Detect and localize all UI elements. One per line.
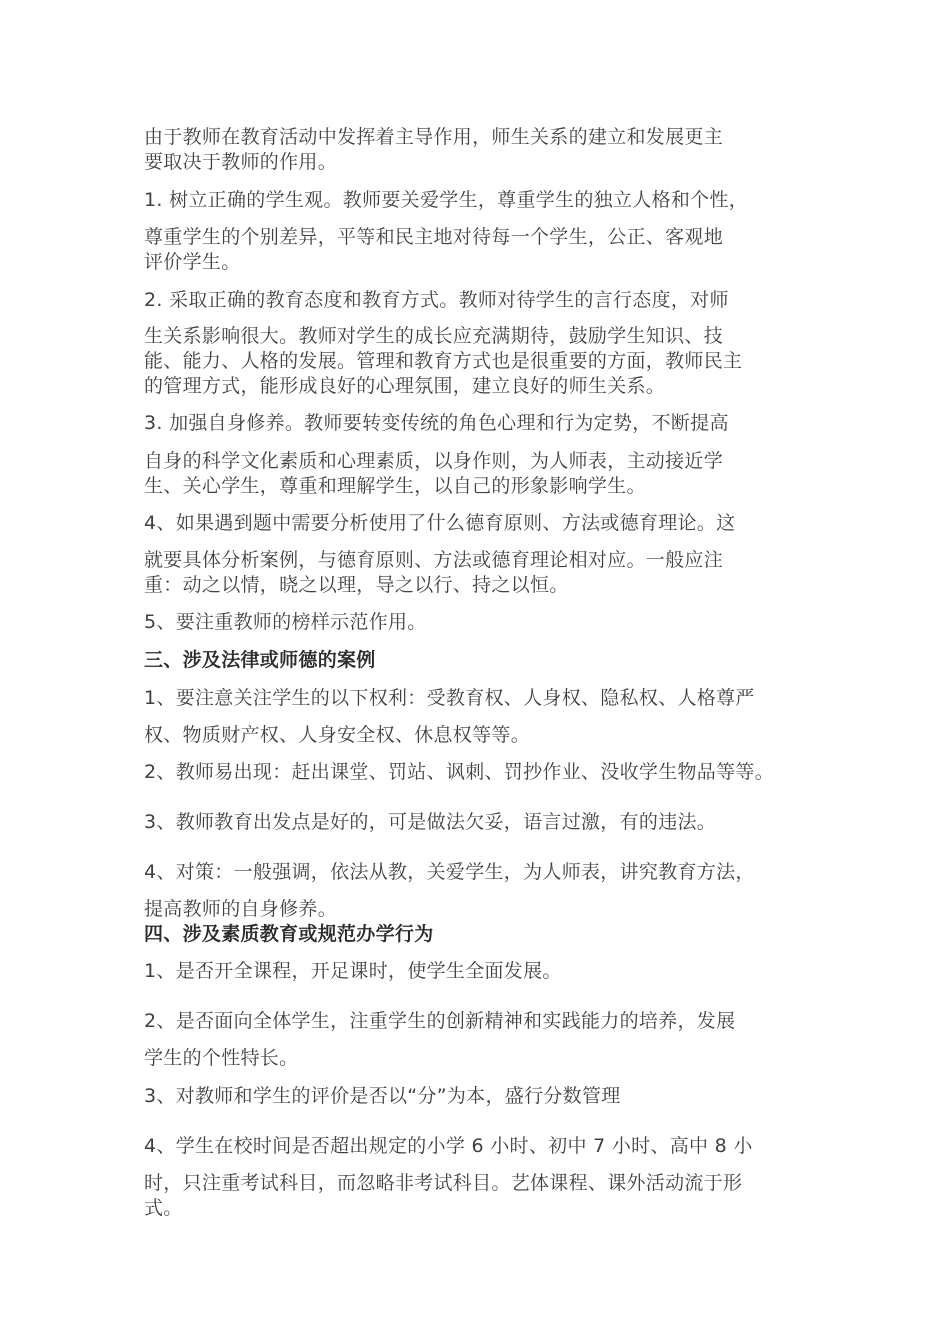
text-line: 3. 加强自身修养。教师要转变传统的角色心理和行为定势，不断提高 xyxy=(144,412,729,434)
text-line: 3、教师教育出发点是好的，可是做法欠妥，语言过激，有的违法。 xyxy=(144,811,717,833)
text-line: 能、能力、人格的发展。管理和教育方式也是很重要的方面，教师民主 xyxy=(144,350,743,372)
text-line: 生、关心学生，尊重和理解学生，以自己的形象影响学生。 xyxy=(144,475,646,497)
text-line: 1. 树立正确的学生观。教师要关爱学生，尊重学生的独立人格和个性， xyxy=(144,189,749,211)
text-line: 1、要注意关注学生的以下权利：受教育权、人身权、隐私权、人格尊严 xyxy=(144,687,755,709)
text-line: 的管理方式，能形成良好的心理氛围，建立良好的师生关系。 xyxy=(144,375,666,397)
section-heading: 三、涉及法律或师德的案例 xyxy=(144,649,376,671)
text-line: 重：动之以情，晓之以理，导之以行、持之以恒。 xyxy=(144,574,569,596)
text-line: 2、是否面向全体学生，注重学生的创新精神和实践能力的培养，发展 xyxy=(144,1010,736,1032)
text-line: 5、要注重教师的榜样示范作用。 xyxy=(144,611,427,633)
text-line: 1、是否开全课程，开足课时，使学生全面发展。 xyxy=(144,960,562,982)
text-line: 2. 采取正确的教育态度和教育方式。教师对待学生的言行态度，对师 xyxy=(144,289,729,311)
text-line: 时，只注重考试科目，而忽略非考试科目。艺体课程、课外活动流于形 xyxy=(144,1172,743,1194)
text-line: 2、教师易出现：赶出课堂、罚站、讽刺、罚抄作业、没收学生物品等等。 xyxy=(144,761,774,783)
text-line: 3、对教师和学生的评价是否以“分”为本，盛行分数管理 xyxy=(144,1085,621,1107)
text-line: 4、如果遇到题中需要分析使用了什么德育原则、方法或德育理论。这 xyxy=(144,512,736,534)
text-line: 由于教师在教育活动中发挥着主导作用，师生关系的建立和发展更主 xyxy=(144,126,724,148)
section-heading: 四、涉及素质教育或规范办学行为 xyxy=(144,923,434,945)
text-line: 权、物质财产权、人身安全权、休息权等等。 xyxy=(144,724,531,746)
text-line: 4、对策：一般强调，依法从教，关爱学生，为人师表，讲究教育方法， xyxy=(144,861,755,883)
text-line: 要取决于教师的作用。 xyxy=(144,151,338,173)
text-line: 式。 xyxy=(144,1197,183,1219)
text-line: 就要具体分析案例，与德育原则、方法或德育理论相对应。一般应注 xyxy=(144,549,724,571)
text-line: 4、学生在校时间是否超出规定的小学 6 小时、初中 7 小时、高中 8 小 xyxy=(144,1135,753,1157)
text-line: 评价学生。 xyxy=(144,251,241,273)
text-line: 提高教师的自身修养。 xyxy=(144,898,338,920)
text-line: 生关系影响很大。教师对学生的成长应充满期待，鼓励学生知识、技 xyxy=(144,325,724,347)
text-line: 自身的科学文化素质和心理素质，以身作则，为人师表，主动接近学 xyxy=(144,450,724,472)
text-line: 学生的个性特长。 xyxy=(144,1047,299,1069)
text-line: 尊重学生的个别差异，平等和民主地对待每一个学生，公正、客观地 xyxy=(144,226,724,248)
